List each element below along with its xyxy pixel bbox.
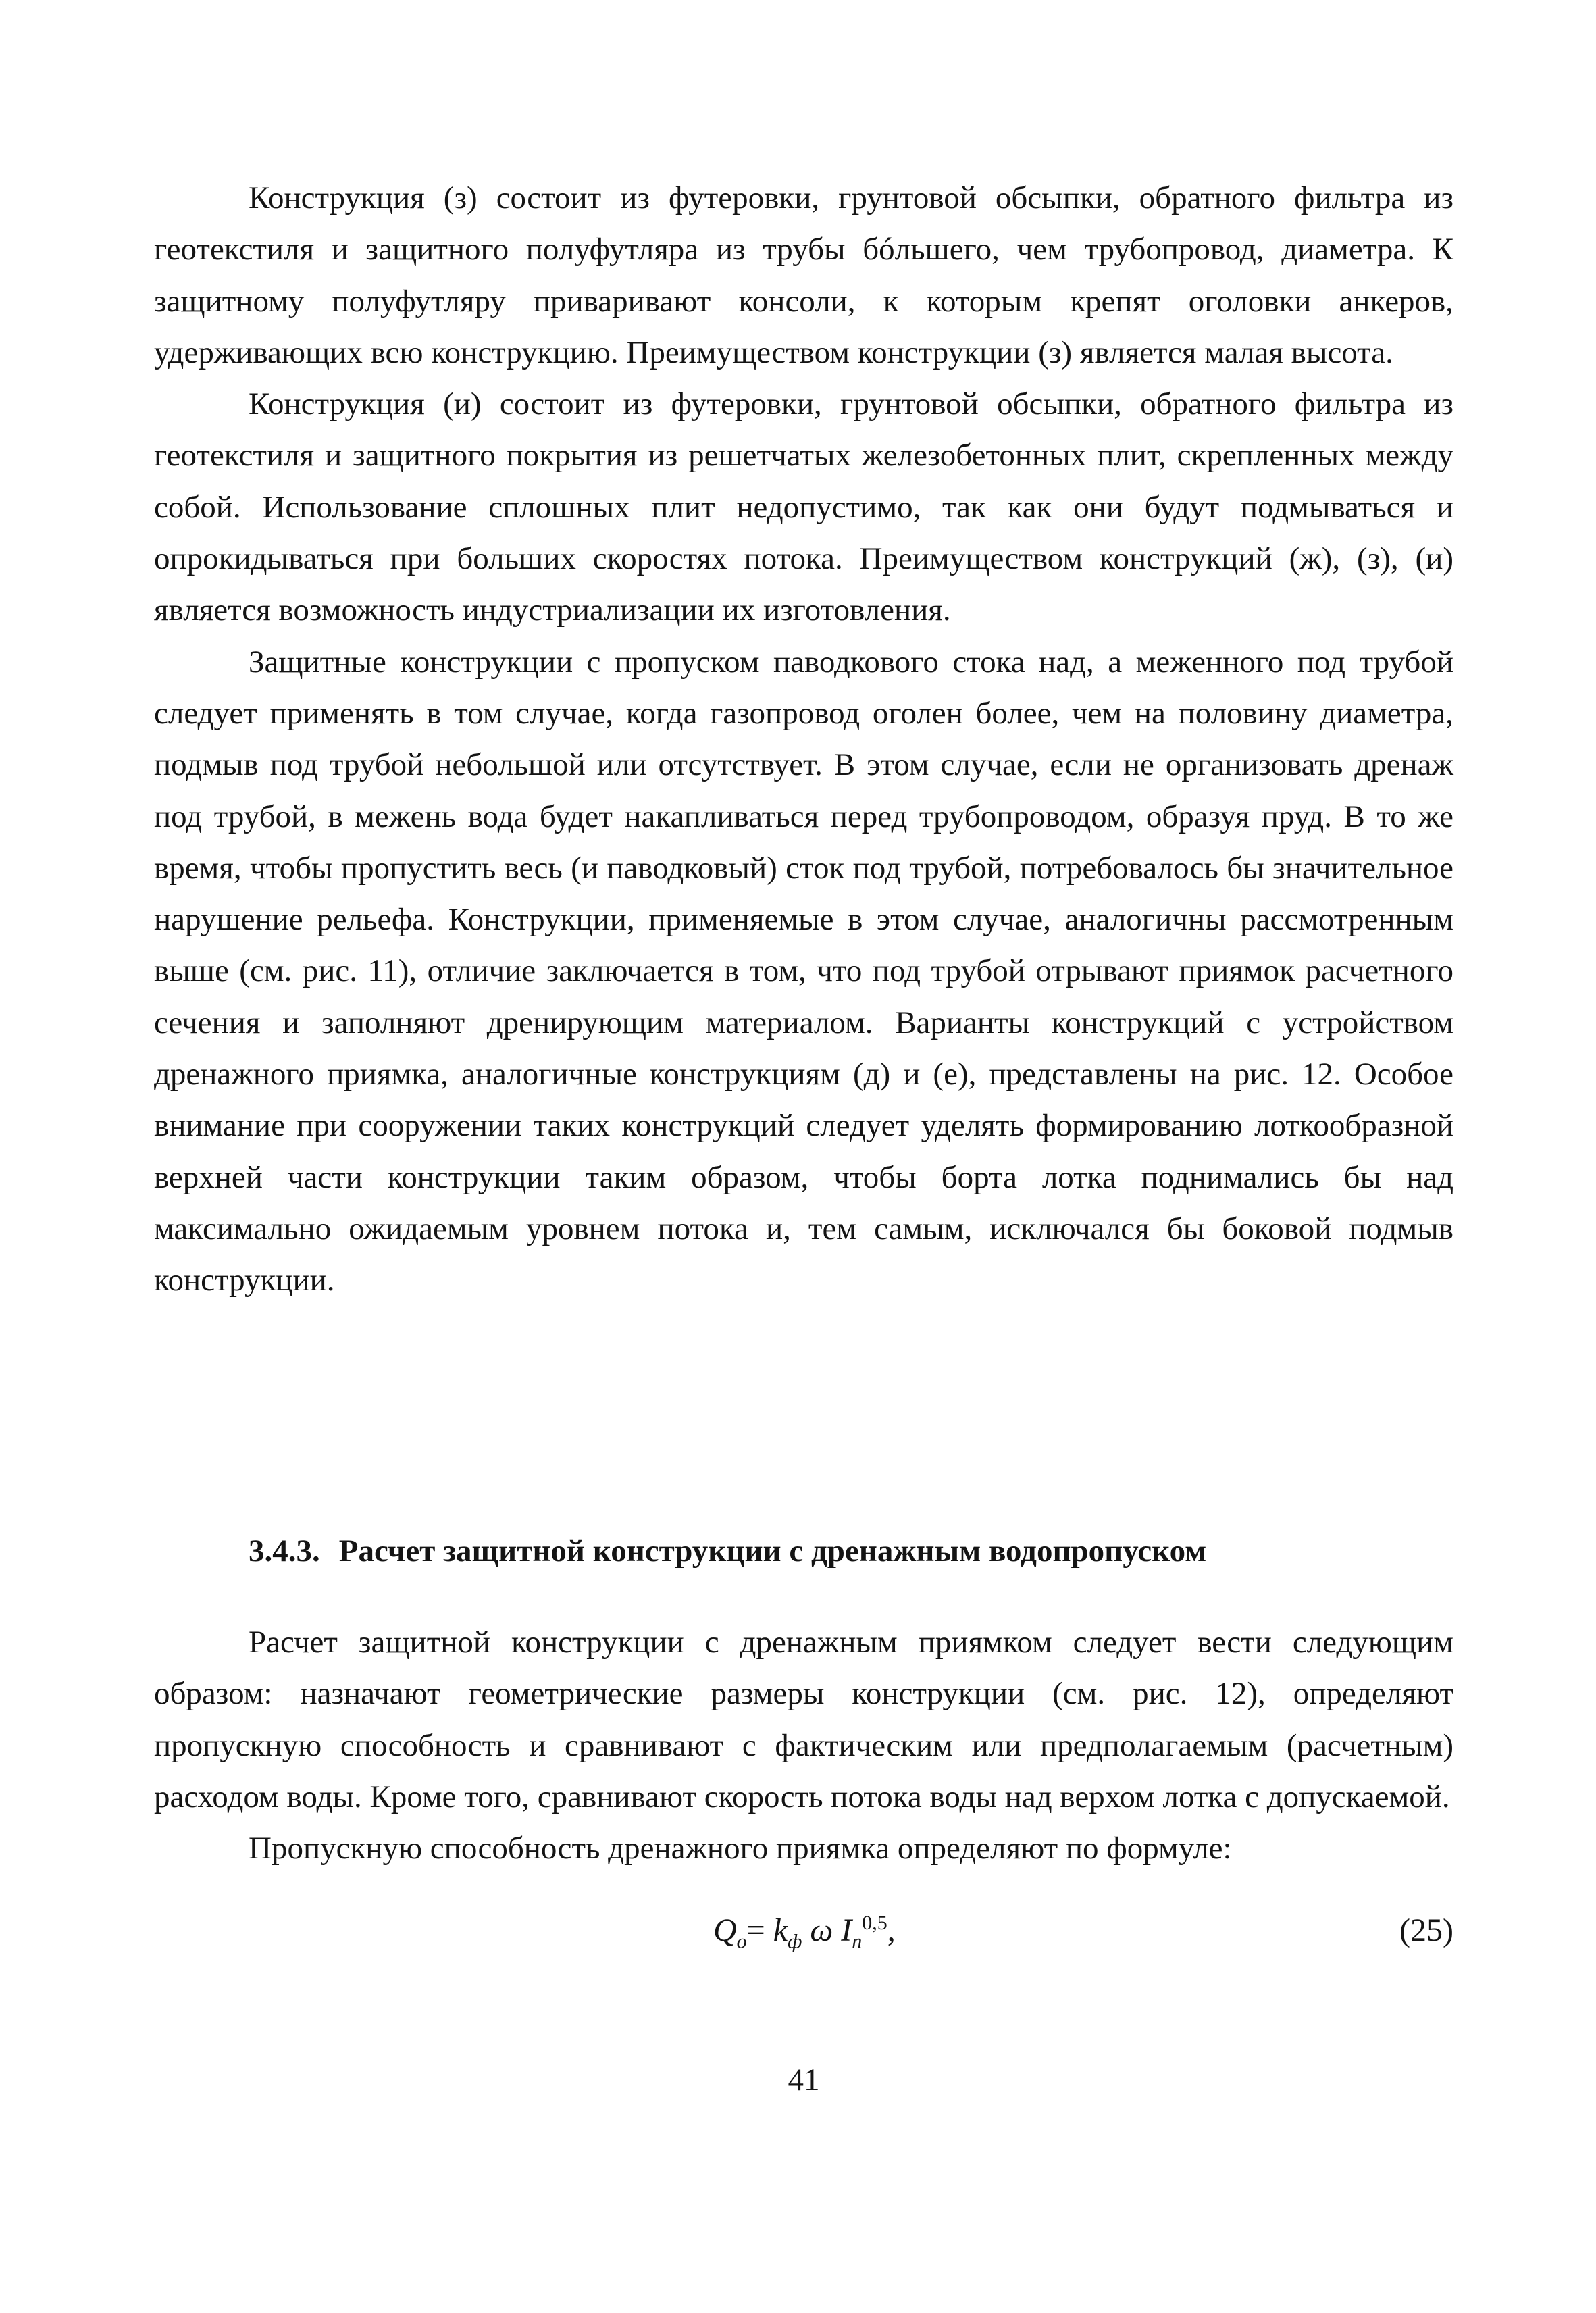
formula-k: k [773, 1912, 788, 1948]
page-number: 41 [788, 2062, 820, 2098]
formula-25 [713, 1912, 896, 1954]
section-title: Расчет защитной конструкции с дренажным водопропуском [338, 1533, 1207, 1569]
section-heading [249, 1525, 1206, 1577]
text-block-bottom [154, 1617, 1453, 1874]
formula-row [154, 1912, 1453, 1966]
document-page [154, 172, 1453, 2098]
equation-number: (25) [1399, 1912, 1453, 1948]
formula-i-sup: 0,5 [862, 1912, 887, 1934]
formula-k-sub: ф [788, 1930, 802, 1953]
formula-comma: , [887, 1912, 896, 1948]
formula-q: Q [713, 1912, 737, 1948]
text-block-top [154, 172, 1453, 1306]
formula-q-sub: o [736, 1930, 747, 1953]
formula-omega: ω [802, 1912, 842, 1948]
section-number: 3.4.3. [249, 1533, 320, 1569]
paragraph-formula-intro: Пропускную способность дренажного приямка определяют по формуле: [249, 1831, 1232, 1866]
paragraph-flood-drainage: Защитные конструкции с пропуском паводкового стока над, а меженного под трубой следует применять в том случае, когда газопровод оголен более, чем на половину диаметра, подмыв под трубой небольшой или отсутствует. В этом случае, если не организовать дренаж под трубой, в межень вода будет накапливаться перед трубопроводом, образуя пруд. В то же время, чтобы пропустить весь (и паводковый) сток под трубой, потребовалось бы значительное нарушение рельефа. Конструкции, применяемые в этом случае, аналогичны рассмотренным выше (см. рис. 11), отличие заключается в том, что под трубой отрывают приямок расчетного сечения и заполняют дренирующим материалом. Варианты конструкций с устройством дренажного приямка, аналогичные конструкциям (д) и (е), представлены на рис. 12. Особое внимание при сооружении таких конструкций следует уделять формированию лоткообразной верхней части конструкции таким образом, чтобы борта лотка поднимались бы над максимально ожидаемым уровнем потока и, тем самым, исключался бы боковой подмыв конструкции. [154, 644, 1453, 1298]
formula-i: I [841, 1912, 852, 1948]
paragraph-construction-i: Конструкция (и) состоит из футеровки, грунтовой обсыпки, обратного фильтра из геотекстиля и защитного покрытия из решетчатых железобетонных плит, скрепленных между собой. Использование сплошных плит недопустимо, так как они будут подмываться и опрокидываться при больших скоростях потока. Преимуществом конструкций (ж), (з), (и) является возможность индустриализации их изготовления. [154, 386, 1453, 628]
formula-i-sub: n [852, 1930, 863, 1953]
paragraph-construction-z: Конструкция (з) состоит из футеровки, грунтовой обсыпки, обратного фильтра из геотекстиля и защитного полуфутляра из трубы бóльшего, чем трубопровод, диаметра. К защитному полуфутляру приваривают консоли, к которым крепят оголовки анкеров, удерживающих всю конструкцию. Преимуществом конструкции (з) является малая высота. [154, 180, 1453, 370]
formula-equals: = [746, 1912, 773, 1948]
paragraph-calculation: Расчет защитной конструкции с дренажным приямком следует вести следующим образом: назначают геометрические размеры конструкции (см. рис. 12), определяют пропускную способность и сравнивают с фактическим или предполагаемым (расчетным) расходом воды. Кроме того, сравнивают скорость потока воды над верхом лотка с допускаемой. [154, 1625, 1453, 1814]
